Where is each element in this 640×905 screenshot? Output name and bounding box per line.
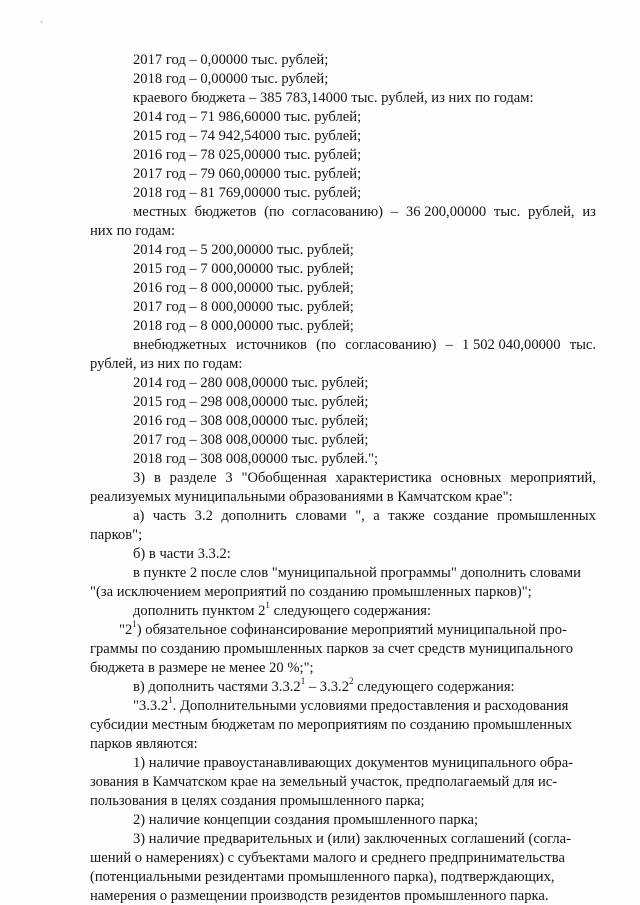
- text-line: [133, 317, 354, 335]
- line-text: в) дополнить частями 3.3.2: [133, 679, 301, 695]
- line-text: 1) наличие правоустанавливающих документов муниципального обра-: [133, 755, 574, 771]
- word: создание: [433, 508, 489, 524]
- line-text: 2016 год – 8 000,00000 тыс. рублей;: [133, 280, 354, 296]
- word: –: [390, 204, 399, 220]
- line-text: ) обязательное софинансирование мероприятий муниципальной про-: [136, 622, 567, 638]
- text-line: [119, 621, 567, 639]
- word: (по: [264, 204, 285, 220]
- line-text: "2: [119, 622, 133, 638]
- text-line: [133, 697, 568, 715]
- word: источников: [236, 337, 307, 353]
- text-line: [133, 70, 328, 88]
- text-line: [90, 526, 142, 544]
- word: тыс.: [493, 204, 521, 220]
- superscript: 1: [265, 600, 270, 611]
- word: рублей,: [528, 204, 575, 220]
- line-text: 2018 год – 0,00000 тыс. рублей;: [133, 71, 329, 87]
- line-text: 2015 год – 7 000,00000 тыс. рублей;: [133, 261, 354, 277]
- line-text: 2017 год – 79 060,00000 тыс. рублей;: [133, 166, 362, 182]
- line-text: них по годам:: [90, 223, 176, 239]
- text-line: [133, 51, 328, 69]
- text-line: [133, 298, 354, 316]
- line-text: зования в Камчатском крае на земельный участок, предполагаемый для ис-: [90, 774, 558, 790]
- word: промышленных: [497, 508, 596, 524]
- text-line: [90, 640, 573, 658]
- word: разделе: [169, 470, 217, 486]
- word: "Обобщенная: [241, 470, 327, 486]
- superscript: 2: [348, 676, 354, 687]
- line-text: (потенциальными резидентами промышленного парка), подтверждающих,: [90, 869, 555, 885]
- text-line: [90, 488, 513, 506]
- line-text: следующего содержания:: [353, 679, 515, 695]
- line-text: субсидии местным бюджетам по мероприятиям по созданию промышленных: [90, 717, 572, 733]
- word: 3.2: [194, 508, 213, 524]
- text-line: [90, 849, 565, 867]
- text-line: [133, 279, 354, 297]
- text-line: [133, 412, 368, 430]
- text-line: [133, 393, 368, 411]
- text-line: [133, 450, 378, 468]
- word: мероприятий,: [510, 470, 596, 486]
- line-text: 2015 год – 298 008,00000 тыс. рублей;: [133, 394, 369, 410]
- word: бюджетов: [194, 204, 257, 220]
- line-text: 2014 год – 5 200,00000 тыс. рублей;: [133, 242, 354, 258]
- word: ",: [355, 508, 365, 524]
- text-line: [90, 735, 198, 753]
- word: внебюджетных: [133, 337, 227, 353]
- word: также: [388, 508, 425, 524]
- text-line: [133, 336, 596, 354]
- text-line: [133, 469, 596, 487]
- text-line: [90, 222, 175, 240]
- word: согласованию): [345, 337, 437, 353]
- line-text: 3) наличие предварительных и (или) заключенных соглашений (согла-: [133, 831, 571, 847]
- line-text: . Дополнительными условиями предоставления и расходования: [172, 698, 569, 714]
- line-text: краевого бюджета – 385 783,14000 тыс. рублей, из них по годам:: [133, 90, 534, 106]
- line-text: 2017 год – 0,00000 тыс. рублей;: [133, 52, 329, 68]
- text-line: [90, 887, 549, 905]
- line-text: бюджета в размере не менее 20 %;";: [90, 660, 314, 676]
- word: дополнить: [221, 508, 287, 524]
- text-line: [133, 507, 596, 525]
- line-text: "3.3.2: [133, 698, 169, 714]
- line-text: 2018 год – 81 769,00000 тыс. рублей;: [133, 185, 362, 201]
- text-line: [133, 754, 573, 772]
- text-line: [133, 108, 361, 126]
- word: а: [373, 508, 380, 524]
- line-text: 2014 год – 71 986,60000 тыс. рублей;: [133, 109, 362, 125]
- text-line: [133, 146, 361, 164]
- line-text: в пункте 2 после слов "муниципальной программы" дополнить словами: [133, 565, 581, 581]
- line-text: 2018 год – 308 008,00000 тыс. рублей.";: [133, 451, 379, 467]
- superscript: 1: [300, 676, 306, 687]
- text-line: [133, 431, 368, 449]
- text-line: [90, 716, 572, 734]
- word: из: [582, 204, 596, 220]
- word: 3: [225, 470, 233, 486]
- text-line: [133, 678, 515, 696]
- line-text: пользования в целях создания промышленного парка;: [90, 793, 425, 809]
- text-line: [133, 545, 231, 563]
- word: 36 200,00000: [405, 204, 487, 220]
- text-line: [133, 811, 478, 829]
- line-text: шений о намерениях) с субъектами малого и среднего предпринимательства: [90, 850, 565, 866]
- line-text: рублей, из них по годам:: [90, 356, 243, 372]
- word: характеристика: [335, 470, 432, 486]
- text-line: [133, 260, 354, 278]
- line-text: 2) наличие концепции создания промышленного парка;: [133, 812, 479, 828]
- line-text: 2016 год – 78 025,00000 тыс. рублей;: [133, 147, 362, 163]
- line-text: 2017 год – 8 000,00000 тыс. рублей;: [133, 299, 354, 315]
- line-text: парков являются:: [90, 736, 198, 752]
- line-text: 2018 год – 8 000,00000 тыс. рублей;: [133, 318, 354, 334]
- text-line: [133, 241, 354, 259]
- line-text: 2015 год – 74 942,54000 тыс. рублей;: [133, 128, 362, 144]
- word: в: [153, 470, 161, 486]
- line-text: б) в части 3.3.2:: [133, 546, 231, 562]
- word: часть: [152, 508, 187, 524]
- line-text: 2014 год – 280 008,00000 тыс. рублей;: [133, 375, 369, 391]
- line-text: парков";: [90, 527, 143, 543]
- line-text: дополнить пунктом 2: [133, 603, 266, 619]
- superscript: 1: [132, 619, 137, 630]
- word: а): [133, 508, 145, 524]
- text-line: [90, 583, 532, 601]
- word: основных: [440, 470, 502, 486]
- text-line: [90, 868, 555, 886]
- text-line: [90, 659, 314, 677]
- text-line: [133, 602, 431, 620]
- word: 1 502 040,00000: [462, 337, 561, 353]
- text-line: [133, 184, 361, 202]
- text-line: [90, 355, 242, 373]
- line-text: намерения о размещении производств резидентов промышленного парка.: [90, 888, 549, 904]
- text-line: [133, 127, 361, 145]
- word: тыс.: [569, 337, 596, 353]
- line-text: "(за исключением мероприятий по созданию промышленных парков)";: [90, 584, 532, 600]
- text-line: [133, 89, 534, 107]
- text-line: [133, 374, 368, 392]
- word: 3): [133, 470, 146, 486]
- text-line: [133, 203, 596, 221]
- text-line: [133, 564, 581, 582]
- word: словами: [295, 508, 347, 524]
- line-text: реализуемых муниципальными образованиями в Камчатском крае":: [90, 489, 513, 505]
- line-text: 2017 год – 308 008,00000 тыс. рублей;: [133, 432, 369, 448]
- text-line: [133, 830, 571, 848]
- text-line: [90, 792, 425, 810]
- word: –: [445, 337, 453, 353]
- text-line: [90, 773, 557, 791]
- line-text: – 3.3.2: [305, 679, 349, 695]
- superscript: 1: [168, 695, 173, 706]
- word: местных: [133, 204, 187, 220]
- word: (по: [316, 337, 337, 353]
- line-text: 2016 год – 308 008,00000 тыс. рублей;: [133, 413, 369, 429]
- line-text: следующего содержания:: [269, 603, 432, 619]
- corner-mark: ˴: [40, 16, 44, 27]
- line-text: граммы по созданию промышленных парков за счет средств муниципального: [90, 641, 574, 657]
- text-line: [133, 165, 361, 183]
- word: согласованию): [291, 204, 384, 220]
